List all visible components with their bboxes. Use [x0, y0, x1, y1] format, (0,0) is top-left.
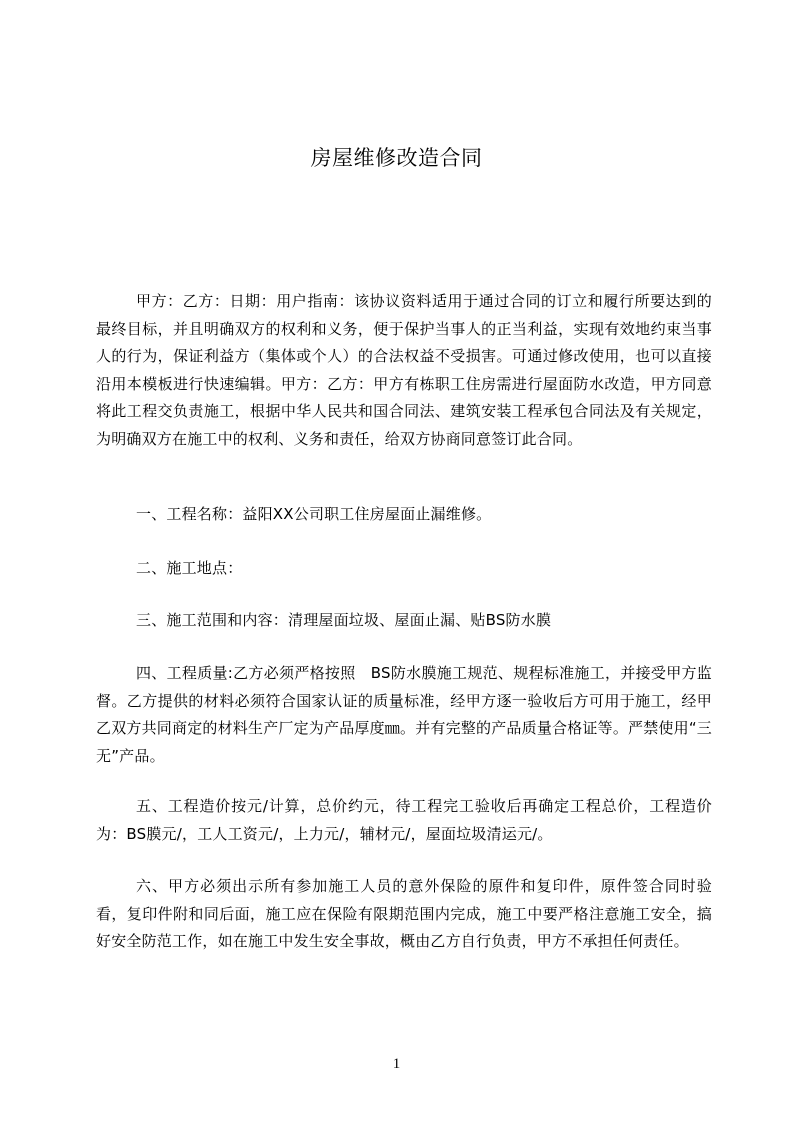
document-title: 房屋维修改造合同	[310, 146, 483, 170]
intro-paragraph: 甲方：乙方：日期：用户指南：该协议资料适用于通过合同的订立和履行所要达到的最终目标，并且明确双方的权利和义务，便于保护当事人的正当利益，实现有效地约束当事人的行为，保证利益方（集体或个人）的合法权益不受损害。可通过修改使用，也可以直接沿用本模板进行快速编辑。甲方：乙方：甲方有栋职工住房需进行屋面防水改造，甲方同意将此工程交负责施工，根据中华人民共和国合同法、建筑安装工程承包合同法及有关规定，为明确双方在施工中的权利、义务和责任，给双方协商同意签订此合同。	[96, 292, 712, 448]
clause-cost: 五、工程造价按元/计算，总价约元，待工程完工验收后再确定工程总价，工程造价为：BS膜元/，工人工资元/，上力元/，辅材元/，屋面垃圾清运元/。	[96, 797, 712, 843]
clause-scope-and-content: 三、施工范围和内容：清理屋面垃圾、屋面止漏、贴BS防水膜	[136, 611, 552, 629]
clause-project-name: 一、工程名称：益阳XX公司职工住房屋面止漏维修。	[136, 505, 492, 523]
clause-insurance-safety: 六、甲方必须出示所有参加施工人员的意外保险的原件和复印件，原件签合同时验看，复印件附和同后面，施工应在保险有限期范围内完成，施工中要严格注意施工安全，搞好安全防范工作，如在施工中发生安全事故，概由乙方自行负责，甲方不承担任何责任。	[96, 877, 712, 950]
clause-construction-site: 二、施工地点：	[136, 559, 243, 577]
page-number: 1	[392, 1056, 401, 1072]
clause-quality: 四、工程质量:乙方必须严格按照 BS防水膜施工规范、规程标准施工，并接受甲方监督。乙方提供的材料必须符合国家认证的质量标准，经甲方逐一验收后方可用于施工，经甲乙双方共同商定的材料生产厂定为产品厚度㎜。并有完整的产品质量合格证等。严禁使用“三无”产品。	[96, 664, 712, 765]
